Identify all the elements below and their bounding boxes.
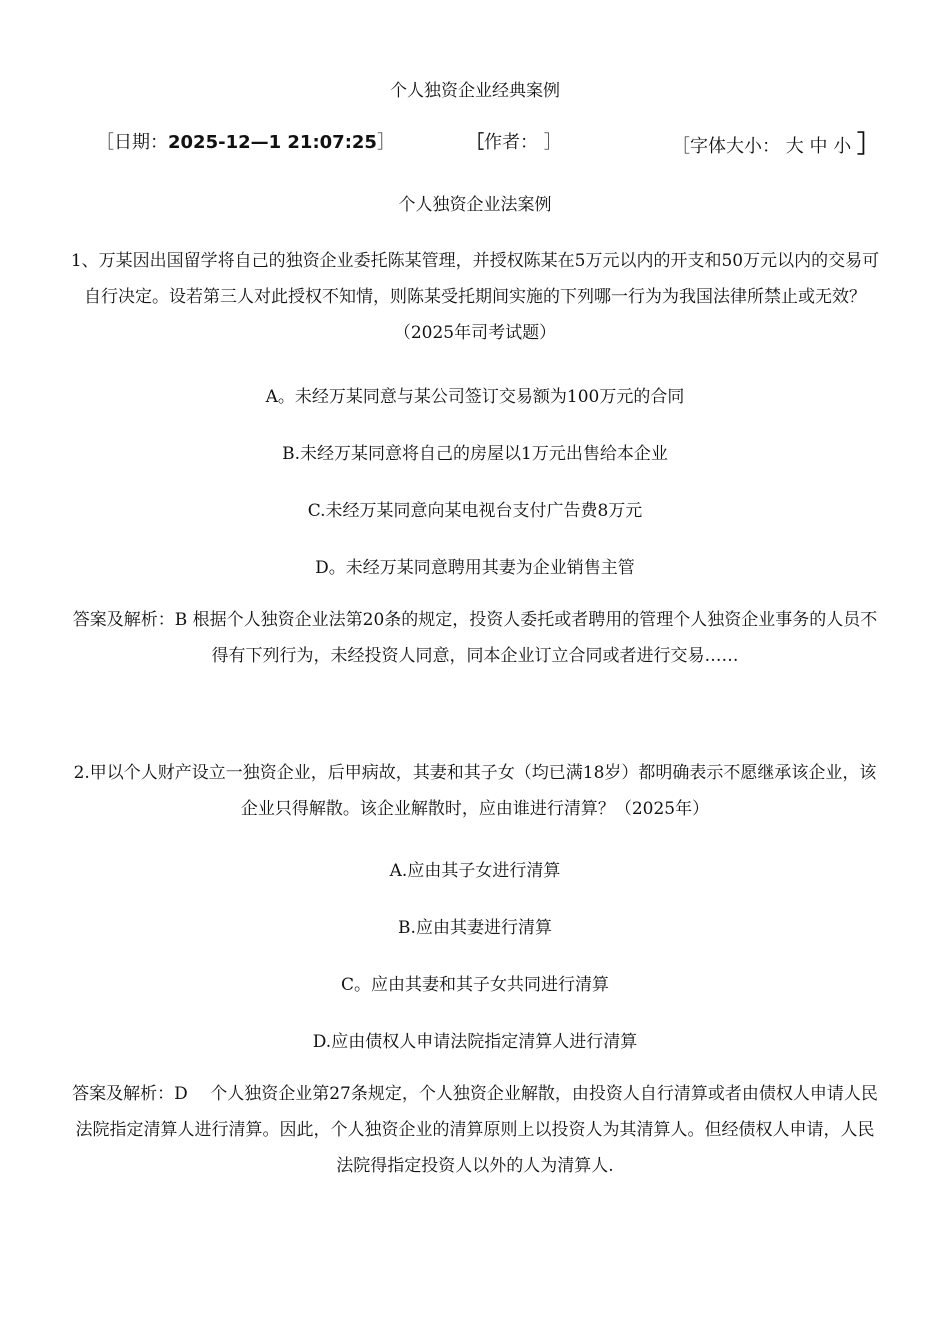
author-close: ］	[538, 132, 562, 153]
font-size-medium-link[interactable]: 中	[809, 136, 828, 157]
question-1-stem: 1、万某因出国留学将自己的独资企业委托陈某管理，并授权陈某在5万元以内的开支和50万元以内的交易可自行决定。设若第三人对此授权不知情，则陈某受托期间实施的下列哪一行为为我国法律所禁止或无效？（2025年司考试题）	[70, 251, 880, 343]
date-prefix: ［日期：	[96, 132, 168, 153]
question-1-answer: 答案及解析：B 根据个人独资企业法第20条的规定，投资人委托或者聘用的管理个人独资企业事务的人员不得有下列行为，未经投资人同意，同本企业订立合同或者进行交易……	[72, 610, 878, 666]
question-2-option-d: D.应由债权人申请法院指定清算人进行清算	[312, 1032, 638, 1052]
font-size-large-link[interactable]: 大	[785, 136, 804, 157]
question-2-stem: 2.甲以个人财产设立一独资企业，后甲病故，其妻和其子女（均已满18岁）都明确表示不愿继承该企业，该企业只得解散。该企业解散时，应由谁进行清算？（2025年）	[73, 763, 877, 819]
date-suffix: ］	[376, 132, 395, 153]
font-size-meta	[672, 124, 881, 159]
question-2-answer: 答案及解析：D 个人独资企业第27条规定，个人独资企业解散，由投资人自行清算或者由债权人申请人民法院指定清算人进行清算。因此，个人独资企业的清算原则上以投资人为其清算人。但经债权人申请，人民法院得指定投资人以外的人为清算人.	[72, 1084, 878, 1176]
question-1-option-d: D。未经万某同意聘用其妻为企业销售主管	[315, 558, 635, 578]
date-value: 2025-12—1 21:07:25	[168, 132, 377, 153]
font-size-close: ］	[856, 130, 881, 158]
author-meta	[466, 128, 562, 154]
font-size-label: ［字体大小：	[672, 136, 780, 157]
page-title: 个人独资企业经典案例	[390, 81, 560, 101]
author-label: 作者：	[484, 132, 538, 153]
question-1-option-a: A。未经万某同意与某公司签订交易额为100万元的合同	[265, 387, 685, 407]
question-1-option-b: B.未经万某同意将自己的房屋以1万元出售给本企业	[282, 444, 668, 464]
author-open: ［	[466, 132, 484, 153]
question-2-option-a: A.应由其子女进行清算	[389, 861, 561, 881]
font-size-small-link[interactable]: 小	[833, 136, 852, 157]
question-2-option-c: C。应由其妻和其子女共同进行清算	[340, 975, 609, 995]
date-meta	[96, 128, 395, 154]
section-subtitle: 个人独资企业法案例	[398, 195, 552, 215]
question-2-option-b: B.应由其妻进行清算	[398, 918, 552, 938]
question-1-option-c: C.未经万某同意向某电视台支付广告费8万元	[307, 501, 643, 521]
